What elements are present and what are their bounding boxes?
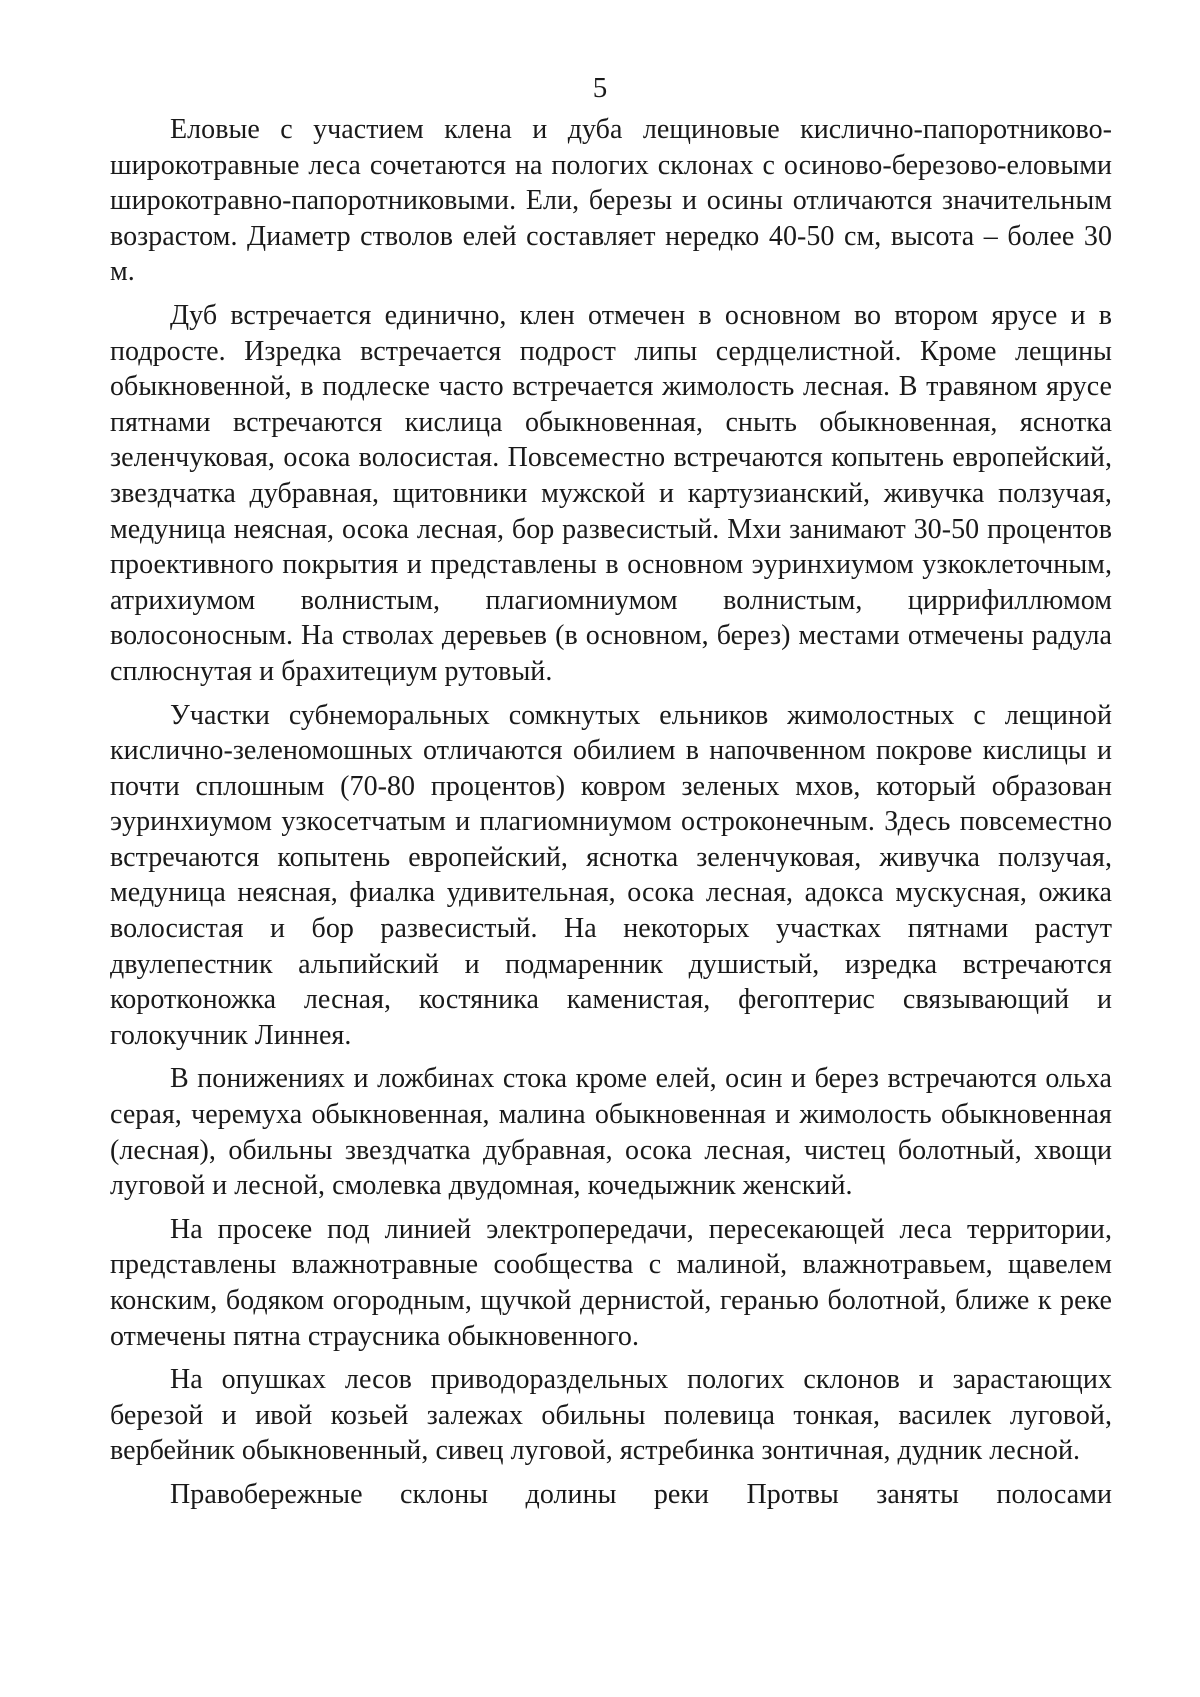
- paragraph-power-line-clearing: На просеке под линией электропередачи, пересекающей леса территории, представлены влажнотравные сообщества с малиной, влажнотравьем, щавелем конским, бодяком огородным, щучкой дернистой, геранью болотной, ближе к реке отмечены пятна страусника обыкновенного.: [110, 1213, 1112, 1352]
- paragraph-depressions: В понижениях и ложбинах стока кроме елей, осин и берез встречаются ольха серая, черемуха обыкновенная, малина обыкновенная и жимолость обыкновенная (лесная), обильны звездчатка дубравная, осока лесная, чистец болотный, хвощи луговой и лесной, смолевка двудомная, кочедыжник женский.: [110, 1063, 1112, 1202]
- paragraph-right-bank-slopes: Правобережные склоны долины реки Протвы заняты полосами: [170, 1478, 1112, 1510]
- document-body: [110, 112, 1112, 1521]
- paragraph-spruce-forests: Еловые с участием клена и дуба лещиновые кислично-папоротниково-широкотравные леса сочетаются на пологих склонах с осиново-березово-еловыми широкотравно-папоротниковыми. Ели, березы и осины отличаются значительным возрастом. Диаметр стволов елей составляет нередко 40-50 см, высота – более 30 м.: [110, 114, 1112, 288]
- paragraph-subnemoral-spruce: Участки субнеморальных сомкнутых ельников жимолостных с лещиной кислично-зеленомошных отличаются обилием в напочвенном покрове кислицы и почти сплошным (70-80 процентов) ковром зеленых мхов, который образован эуринхиумом узкосетчатым и плагиомниумом остроконечным. Здесь повсеместно встречаются копытень европейский, яснотка зеленчуковая, живучка ползучая, медуница неясная, фиалка удивительная, осока лесная, адокса мускусная, ожика волосистая и бор развесистый. На некоторых участках пятнами растут двулепестник альпийский и подмаренник душистый, изредка встречаются коротконожка лесная, костяника каменистая, фегоптерис связывающий и голокучник Линнея.: [110, 699, 1112, 1051]
- paragraph-oak-maple: Дуб встречается единично, клен отмечен в основном во втором ярусе и в подросте. Изредка встречается подрост липы сердцелистной. Кроме лещины обыкновенной, в подлеске часто встречается жимолость лесная. В травяном ярусе пятнами встречаются кислица обыкновенная, сныть обыкновенная, яснотка зеленчуковая, осока волосистая. Повсеместно встречаются копытень европейский, звездчатка дубравная, щитовники мужской и картузианский, живучка ползучая, медуница неясная, осока лесная, бор развесистый. Мхи занимают 30-50 процентов проективного покрытия и представлены в основном эуринхиумом узкоклеточным, атрихиумом волнистым, плагиомниумом волнистым, циррифиллюмом волосоносным. На стволах деревьев (в основном, берез) местами отмечены радула сплюснутая и брахитециум рутовый.: [110, 299, 1112, 687]
- page-number: 5: [592, 72, 608, 104]
- paragraph-forest-edges: На опушках лесов приводораздельных пологих склонов и зарастающих березой и ивой козьей залежах обильны полевица тонкая, василек луговой, вербейник обыкновенный, сивец луговой, ястребинка зонтичная, дудник лесной.: [110, 1364, 1112, 1467]
